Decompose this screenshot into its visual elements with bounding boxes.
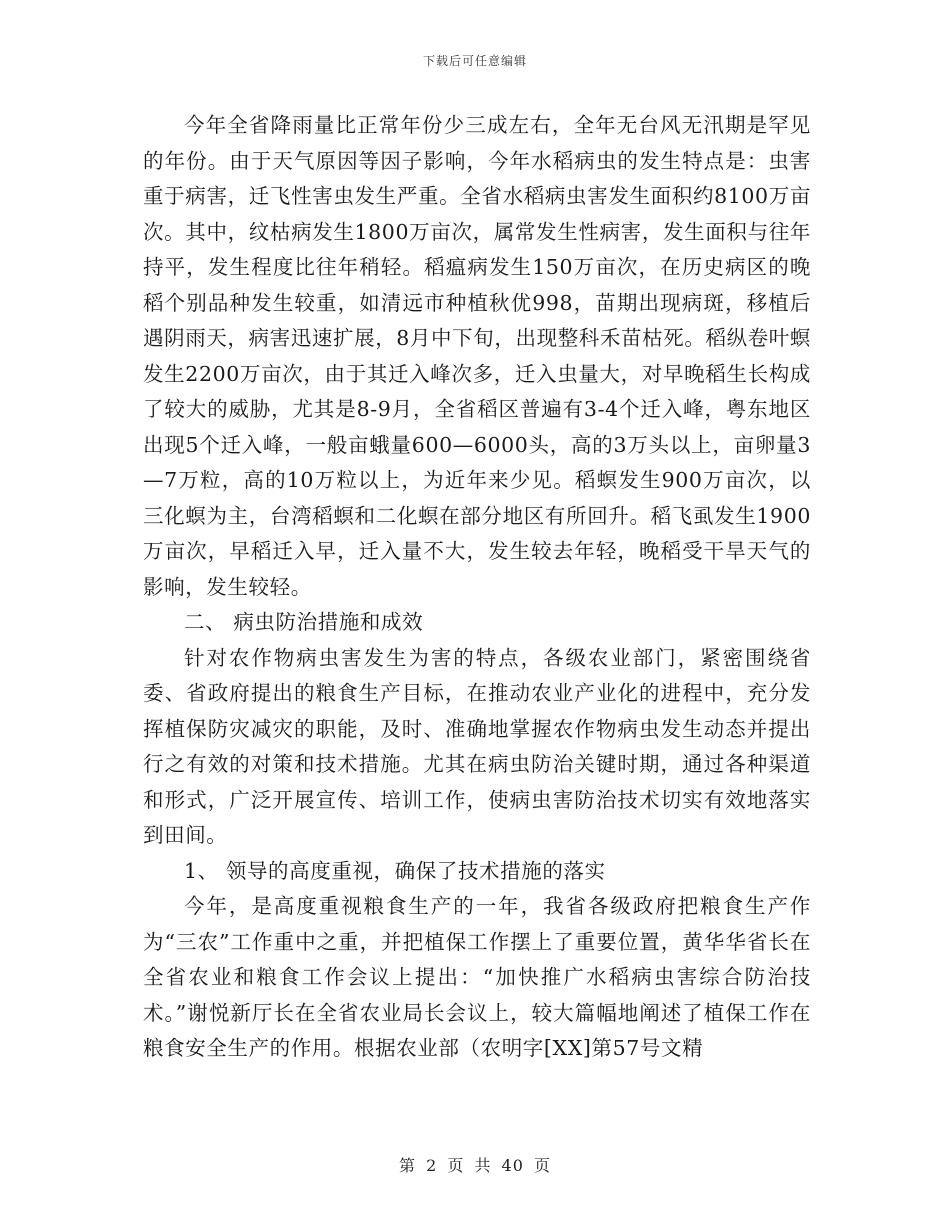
- page-header: 下载后可任意编辑: [422, 54, 527, 68]
- paragraph-pest-overview: 今年全省降雨量比正常年份少三成左右，全年无台风无汛期是罕见的年份。由于天气原因等因子影响，今年水稻病虫的发生特点是：虫害重于病害，迁飞性害虫发生严重。全省水稻病虫害发生面积约8100万亩次。其中，纹枯病发生1800万亩次，属常发生性病害，发生面积与往年持平，发生程度比往年稍轻。稻瘟病发生150万亩次，在历史病区的晚稻个别品种发生较重，如清远市种植秋优998，苗期出现病斑，移植后遇阴雨天，病害迅速扩展，8月中下旬，出现整科禾苗枯死。稻纵卷叶螟发生2200万亩次，由于其迁入峰次多，迁入虫量大，对早晚稻生长构成了较大的威胁，尤其是8-9月，全省稻区普遍有3-4个迁入峰，粤东地区出现5个迁入峰，一般亩蛾量600—6000头，高的3万头以上，亩卵量3—7万粒，高的10万粒以上，为近年来少见。稻螟发生900万亩次，以三化螟为主，台湾稻螟和二化螟在部分地区有所回升。稻飞虱发生1900万亩次，早稻迁入早，迁入量不大，发生较去年轻，晚稻受干旱天气的影响，发生较轻。: [143, 113, 811, 599]
- paragraph-leadership: 今年，是高度重视粮食生产的一年，我省各级政府把粮食生产作为“三农”工作重中之重，并把植保工作摆上了重要位置，黄华华省长在全省农业和粮食工作会议上提出：“加快推广水稻病虫害综合防治技术。”谢悦新厅长在全省农业局长会议上，较大篇幅地阐述了植保工作在粮食安全生产的作用。根据农业部（农明字[XX]第57号文精: [143, 894, 811, 1060]
- document-body: [143, 108, 811, 1067]
- paragraph-measures-intro: 针对农作物病虫害发生为害的特点，各级农业部门，紧密围绕省委、省政府提出的粮食生产目标，在推动农业产业化的进程中，充分发挥植保防灾减灾的职能，及时、准确地掌握农作物病虫发生动态并提出行之有效的对策和技术措施。尤其在病虫防治关键时期，通过各种渠道和形式，广泛开展宣传、培训工作，使病虫害防治技术切实有效地落实到田间。: [143, 645, 811, 847]
- section-heading-measures: 二、 病虫防治措施和成效: [184, 610, 424, 634]
- subheading-leadership: 1、 领导的高度重视，确保了技术措施的落实: [184, 858, 606, 883]
- page-footer: 第 2 页 共 40 页: [399, 1156, 551, 1175]
